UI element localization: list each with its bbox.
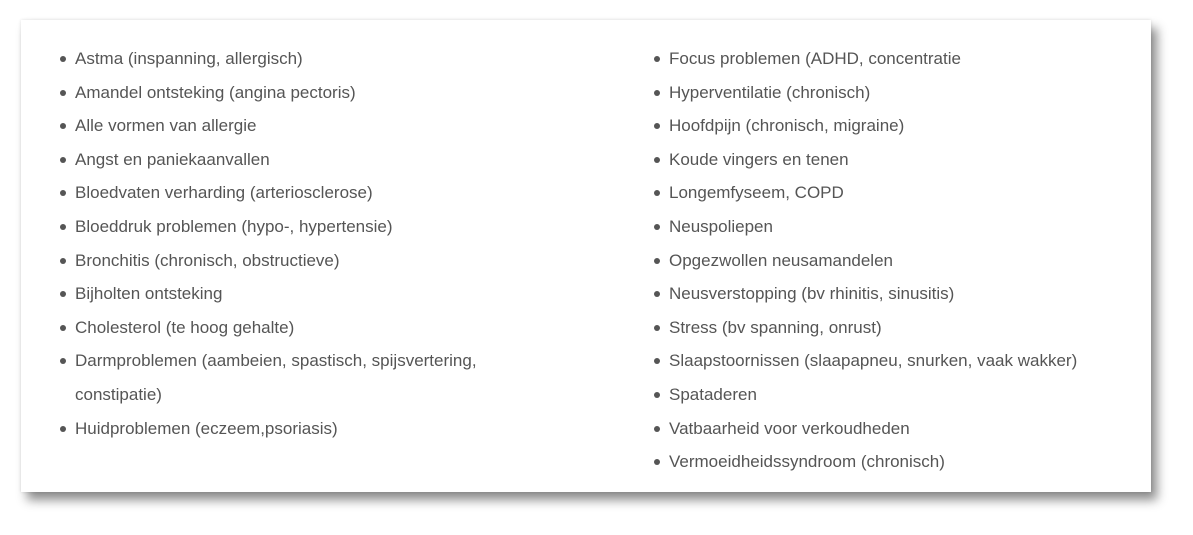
list-item: Stress (bv spanning, onrust) <box>653 311 1133 345</box>
bullet-icon <box>654 56 660 62</box>
bullet-icon <box>654 325 660 331</box>
bullet-icon <box>60 190 66 196</box>
list-item: Astma (inspanning, allergisch) <box>59 42 539 76</box>
list-item: Bijholten ontsteking <box>59 277 539 311</box>
conditions-list-left <box>59 42 539 445</box>
conditions-list-right <box>653 42 1133 479</box>
bullet-icon <box>654 90 660 96</box>
bullet-icon <box>60 358 66 364</box>
list-item: Neusverstopping (bv rhinitis, sinusitis) <box>653 277 1133 311</box>
bullet-icon <box>654 224 660 230</box>
bullet-icon <box>654 426 660 432</box>
list-item: Huidproblemen (eczeem,psoriasis) <box>59 412 539 446</box>
bullet-icon <box>60 426 66 432</box>
list-item: Koude vingers en tenen <box>653 143 1133 177</box>
bullet-icon <box>654 291 660 297</box>
list-item: Neuspoliepen <box>653 210 1133 244</box>
list-item: Bloeddruk problemen (hypo-, hypertensie) <box>59 210 539 244</box>
list-item: Spataderen <box>653 378 1133 412</box>
list-item: Vatbaarheid voor verkoudheden <box>653 412 1133 446</box>
bullet-icon <box>654 123 660 129</box>
bullet-icon <box>60 90 66 96</box>
bullet-icon <box>654 459 660 465</box>
list-item: Focus problemen (ADHD, concentratie <box>653 42 1133 76</box>
list-item: Cholesterol (te hoog gehalte) <box>59 311 539 345</box>
list-item: Darmproblemen (aambeien, spastisch, spijsvertering, constipatie) <box>59 344 539 411</box>
list-item: Bronchitis (chronisch, obstructieve) <box>59 244 539 278</box>
bullet-icon <box>60 291 66 297</box>
bullet-icon <box>60 258 66 264</box>
content-card <box>21 20 1151 492</box>
bullet-icon <box>654 358 660 364</box>
list-item: Angst en paniekaanvallen <box>59 143 539 177</box>
list-item: Vermoeidheidssyndroom (chronisch) <box>653 445 1133 479</box>
bullet-icon <box>654 392 660 398</box>
list-item: Hyperventilatie (chronisch) <box>653 76 1133 110</box>
list-item: Alle vormen van allergie <box>59 109 539 143</box>
list-item: Opgezwollen neusamandelen <box>653 244 1133 278</box>
bullet-icon <box>60 325 66 331</box>
bullet-icon <box>654 258 660 264</box>
list-item: Hoofdpijn (chronisch, migraine) <box>653 109 1133 143</box>
list-item: Slaapstoornissen (slaapapneu, snurken, vaak wakker) <box>653 344 1133 378</box>
bullet-icon <box>60 224 66 230</box>
list-item: Longemfyseem, COPD <box>653 176 1133 210</box>
bullet-icon <box>60 56 66 62</box>
bullet-icon <box>654 157 660 163</box>
list-item: Amandel ontsteking (angina pectoris) <box>59 76 539 110</box>
list-item: Bloedvaten verharding (arteriosclerose) <box>59 176 539 210</box>
bullet-icon <box>654 190 660 196</box>
bullet-icon <box>60 123 66 129</box>
bullet-icon <box>60 157 66 163</box>
